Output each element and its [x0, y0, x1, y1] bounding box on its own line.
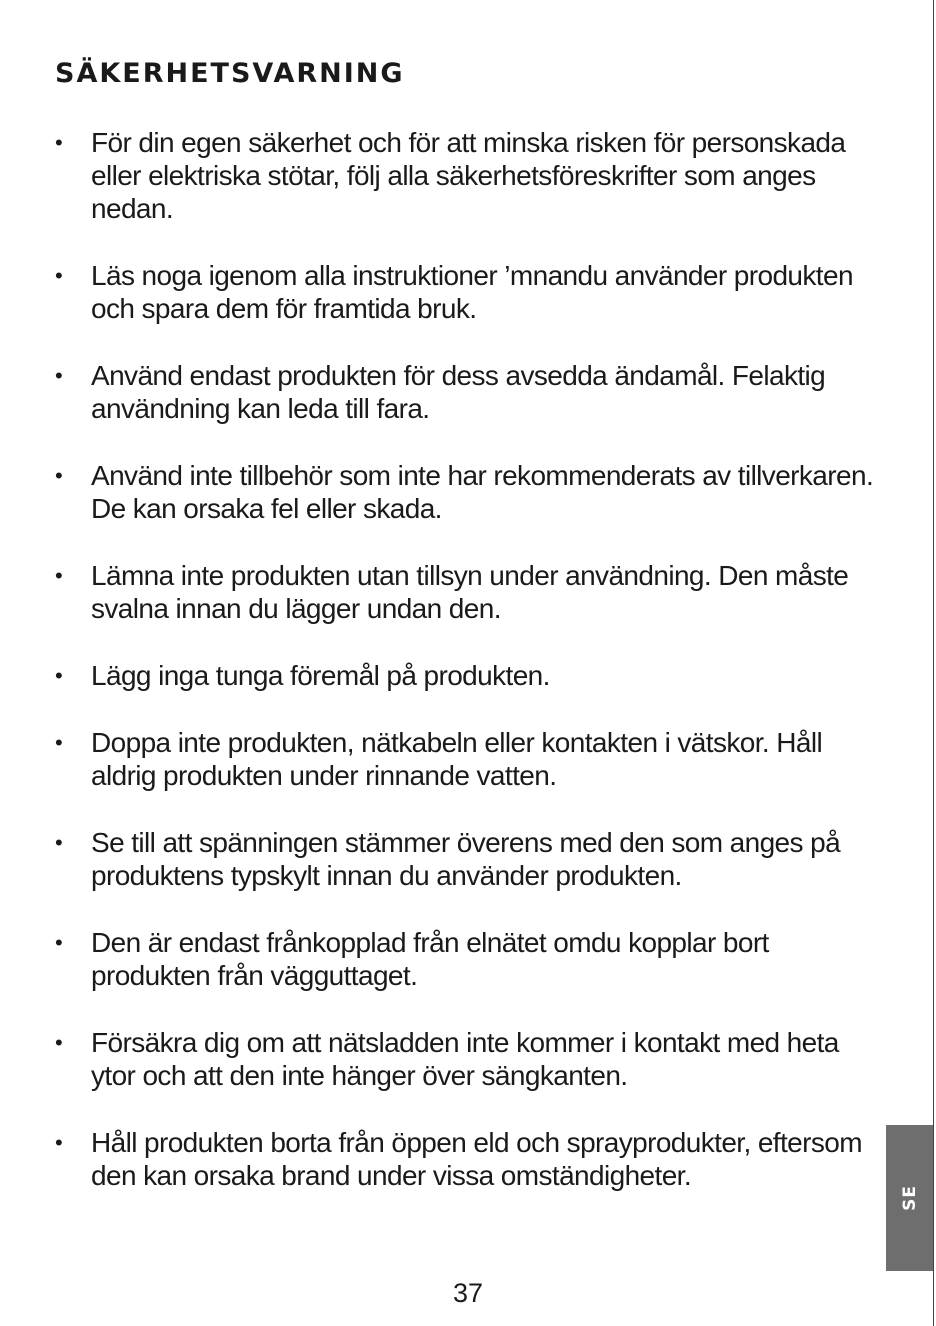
bullet-icon: • — [55, 130, 63, 155]
bullet-icon: • — [55, 463, 63, 488]
safety-warning-list — [55, 126, 885, 1226]
page-border — [933, 0, 934, 1326]
bullet-icon: • — [55, 663, 63, 688]
language-tab-label: SE — [899, 1185, 920, 1211]
bullet-icon: • — [55, 930, 63, 955]
list-item — [55, 359, 885, 425]
list-item — [55, 459, 885, 525]
list-item — [55, 826, 885, 892]
list-item-text: För din egen säkerhet och för att minska risken för personskada eller elektriska stötar, följ alla säkerhetsföreskrifter som anges nedan. — [91, 127, 846, 224]
bullet-icon: • — [55, 1030, 63, 1055]
list-item-text: Doppa inte produkten, nätkabeln eller kontakten i vätskor. Håll aldrig produkten under rinnande vatten. — [91, 727, 823, 791]
page-number: 37 — [452, 1278, 484, 1308]
list-item-text: Håll produkten borta från öppen eld och sprayprodukter, eftersom den kan orsaka brand under vissa omständigheter. — [91, 1127, 862, 1191]
list-item-text: Läs noga igenom alla instruktioner ’mnandu använder produkten och spara dem för framtida bruk. — [91, 260, 853, 324]
list-item — [55, 1126, 885, 1192]
list-item-text: Se till att spänningen stämmer överens med den som anges på produktens typskylt innan du använder produkten. — [91, 827, 841, 891]
list-item — [55, 259, 885, 325]
bullet-icon: • — [55, 1130, 63, 1155]
list-item-text: Den är endast frånkopplad från elnätet omdu kopplar bort produkten från vägguttaget. — [91, 927, 769, 991]
bullet-icon: • — [55, 830, 63, 855]
bullet-icon: • — [55, 563, 63, 588]
list-item — [55, 926, 885, 992]
list-item — [55, 126, 885, 225]
list-item — [55, 559, 885, 625]
list-item-text: Använd endast produkten för dess avsedda ändamål. Felaktig användning kan leda till fara. — [91, 360, 826, 424]
list-item — [55, 659, 885, 692]
language-tab — [886, 1125, 933, 1271]
list-item-text: Försäkra dig om att nätsladden inte kommer i kontakt med heta ytor och att den inte hänger över sängkanten. — [91, 1027, 839, 1091]
bullet-icon: • — [55, 363, 63, 388]
list-item-text: Använd inte tillbehör som inte har rekommenderats av tillverkaren. De kan orsaka fel eller skada. — [91, 460, 874, 524]
list-item-text: Lägg inga tunga föremål på produkten. — [91, 660, 550, 691]
bullet-icon: • — [55, 730, 63, 755]
bullet-icon: • — [55, 263, 63, 288]
section-heading: SÄKERHETSVARNING — [55, 58, 405, 89]
list-item — [55, 1026, 885, 1092]
list-item — [55, 726, 885, 792]
list-item-text: Lämna inte produkten utan tillsyn under användning. Den måste svalna innan du lägger undan den. — [91, 560, 849, 624]
